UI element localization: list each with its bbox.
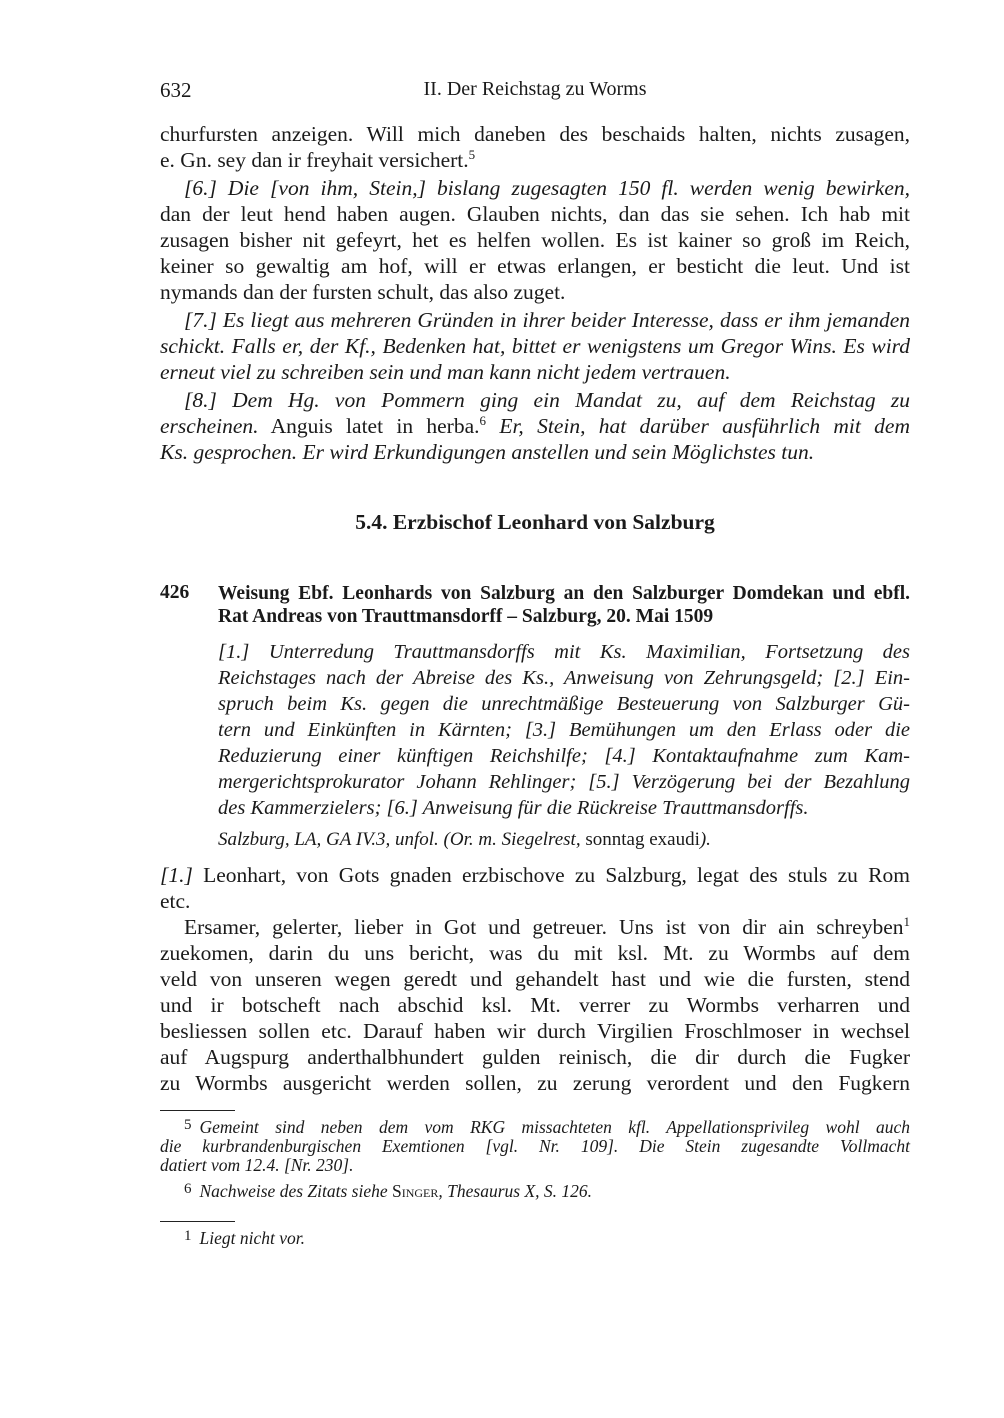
text-line: Ks. gesprochen. Er wird Erkundigungen anstellen und sein Möglichstes tun. xyxy=(160,440,815,464)
text-line: schickt. Falls er, der Kf., Bedenken hat, bittet er wenigstens um Gregor Wins. Es wird xyxy=(160,334,910,358)
text-line: zuekomen, darin du uns bericht, was du mit ksl. Mt. zu Wormbs auf dem xyxy=(160,941,910,965)
running-title: II. Der Reichstag zu Worms xyxy=(423,78,647,100)
footnote-number: 5 xyxy=(184,1117,192,1133)
text-span: , Thesaurus X, S. 126. xyxy=(438,1181,593,1201)
text-line xyxy=(184,914,910,940)
text-line: auf Augspurg anderthalbhundert gulden reinisch, die dir durch die Fugker xyxy=(160,1045,910,1069)
paragraph-8-line: [8.] Dem Hg. von Pommern ging ein Mandat zu, auf dem Reichstag zu xyxy=(184,388,910,412)
text-line xyxy=(160,413,910,439)
text-span: Liegt nicht vor. xyxy=(199,1228,305,1248)
footnote-ref[interactable]: 6 xyxy=(479,413,487,428)
text-span: Ersamer, gelerter, lieber in Got und getreuer. Uns ist von dir ain schreyben xyxy=(184,915,904,939)
footnote-number: 6 xyxy=(184,1181,192,1197)
footnote-ref[interactable]: 5 xyxy=(468,147,476,162)
footnote-rule xyxy=(160,1221,235,1222)
text-line: veld von unseren wegen geredt und gehandelt hast und wie die fursten, stend xyxy=(160,967,910,991)
regest-line: des Kammerzielers; [6.] Anweisung für die Rückreise Trauttmansdorffs. xyxy=(218,797,809,819)
regest-line: mergerichtsprokurator Johann Rehlinger; [5.] Verzögerung bei der Bezahlung xyxy=(218,771,910,793)
section-title: 5.4. Erzbischof Leonhard von Salzburg xyxy=(355,510,715,534)
footnote-number: 1 xyxy=(184,1228,192,1244)
text-span: Leonhart, von Gots gnaden erzbischove zu Salzburg, legat des stuls zu Rom xyxy=(192,863,910,887)
text-span: Nachweise des Zitats siehe xyxy=(199,1181,392,1201)
footnote-6 xyxy=(184,1182,910,1203)
regest-line: tern und Einkünften in Kärnten; [3.] Bemühungen um den Erlass oder die xyxy=(218,719,910,741)
text-line: nymands dan der fursten schult, das also zuget. xyxy=(160,280,566,304)
text-line: dan der leut hend haben augen. Glauben nichts, dan das sie sehen. Ich hab mit xyxy=(160,202,910,226)
text-span: Anguis latet in herba. xyxy=(258,414,480,438)
text-span: [1.] xyxy=(160,863,193,887)
text-line: churfursten anzeigen. Will mich daneben des beschaids halten, nichts zusagen, xyxy=(160,122,910,146)
text-span: Gemeint sind neben dem vom RKG missachteten kfl. Appellationsprivileg wohl auch xyxy=(199,1117,910,1137)
text-line xyxy=(160,147,910,173)
text-span: Er, Stein, hat darüber ausführlich mit dem xyxy=(486,414,910,438)
page-header xyxy=(160,78,910,108)
document-title: Rat Andreas von Trauttmansdorff – Salzburg, 20. Mai 1509 xyxy=(218,606,714,627)
regest-line: Reduzierung einer künftigen Reichshilfe; [4.] Kontaktaufnahme zum Kam- xyxy=(218,745,910,767)
text-line: besliessen sollen etc. Darauf haben wir durch Virgilien Froschlmoser in wechsel xyxy=(160,1019,910,1043)
author-name: Singer xyxy=(391,1181,439,1201)
paragraph-6-line: [6.] Die [von ihm, Stein,] bislang zugesagten 150 fl. werden wenig bewirken, xyxy=(184,176,910,200)
text-line: etc. xyxy=(160,889,191,913)
text-line xyxy=(160,862,910,888)
source-note xyxy=(218,829,910,851)
paragraph-7-line: [7.] Es liegt aus mehreren Gründen in ihrer beider Interesse, dass er ihm jemanden xyxy=(184,308,910,332)
document-title: Weisung Ebf. Leonhards von Salzburg an den Salzburger Domdekan und ebfl. xyxy=(218,583,910,604)
regest-line: [1.] Unterredung Trauttmansdorffs mit Ks. Maximilian, Fortsetzung des xyxy=(218,641,910,663)
footnote-1 xyxy=(184,1229,910,1250)
text-span: Salzburg, LA, GA IV.3, unfol. (Or. m. Siegelrest, xyxy=(218,829,581,850)
text-line: keiner so gewaltig am hof, will er etwas erlangen, er besticht die leut. Und ist xyxy=(160,254,910,278)
footnote-line: datiert vom 12.4. [Nr. 230]. xyxy=(160,1155,354,1175)
regest-line: spruch beim Ks. gegen die unrechtmäßige Besteuerung von Salzburger Gü- xyxy=(218,693,910,715)
document-number: 426 xyxy=(160,582,190,603)
footnote-line: die kurbrandenburgischen Exemtionen [vgl. Nr. 109]. Die Stein zugesandte Vollmacht xyxy=(160,1136,910,1156)
footnote-ref[interactable]: 1 xyxy=(903,914,910,929)
text-line: und ir botscheft nach abschid ksl. Mt. verrer zu Wormbs verharren und xyxy=(160,993,910,1017)
text-line: zu Wormbs ausgericht werden sollen, zu zerung verordent und den Fugkern xyxy=(160,1071,910,1095)
footnote-rule xyxy=(160,1110,235,1111)
page-number: 632 xyxy=(160,78,192,102)
text-span: sonntag exaudi xyxy=(580,829,700,850)
text-line: erneut viel zu schreiben sein und man kann nicht jedem vertrauen. xyxy=(160,360,731,384)
text-line: zusagen bisher nit gefeyrt, het es helfen wollen. Es ist kainer so groß im Reich, xyxy=(160,228,910,252)
text-span: e. Gn. sey dan ir freyhait versichert. xyxy=(160,148,469,172)
text-span: erscheinen. xyxy=(160,414,259,438)
text-span: ). xyxy=(699,829,711,850)
regest-line: Reichstages nach der Abreise des Ks., Anweisung von Zehrungsgeld; [2.] Ein- xyxy=(218,667,910,689)
